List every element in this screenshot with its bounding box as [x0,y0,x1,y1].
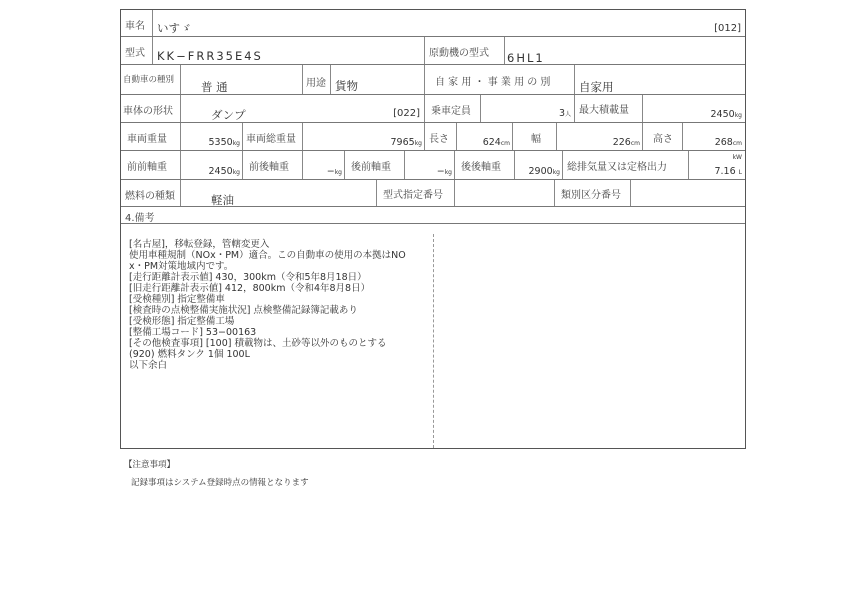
remarks-line: [名古屋]，移転登録，管轄変更入 [129,239,270,250]
capacity-unit: 人 [564,111,571,118]
height-value: 268 [714,137,733,148]
ff-unit: kg [232,169,240,176]
weight-value-wrap [209,137,240,148]
model-value-cell [153,37,425,64]
private-value: 自家用 [579,80,614,94]
kind-value-cell [181,65,303,94]
capacity-label-cell [425,95,481,122]
model-label-cell [121,37,153,64]
note-title: 【注意事項】 [124,460,176,470]
disp-value-wrap [714,166,742,177]
length-label-cell [425,123,457,150]
kind-label-cell [121,65,181,94]
width-label: 幅 [531,134,541,145]
length-value-cell [457,123,513,150]
rr-value-wrap [529,166,560,177]
height-unit: cm [732,140,742,147]
rf-label: 後前軸重 [351,162,391,173]
shape-value: ダンプ [211,108,246,122]
remarks-line: x・PM対策地域内です。 [129,261,234,272]
ff-label: 前前軸重 [127,162,167,173]
row-kind [121,65,745,95]
fuel-label-cell [121,180,181,206]
maxload-value-wrap [711,109,742,120]
maxload-unit: kg [734,112,742,119]
width-unit: cm [630,140,640,147]
remarks-line: [走行距離計表示値] 430，300km（令和5年8月18日） [129,272,367,283]
fr-label-cell [243,151,303,179]
class-label: 類別区分番号 [561,190,621,201]
fr-unit: kg [334,169,342,176]
row-model [121,37,745,65]
capacity-value-wrap [559,108,571,119]
ff-value: 2450 [208,166,233,177]
model-label: 型式 [125,48,145,59]
note-text: 記録事項はシステム登録時点の情報となります [131,478,309,488]
row-fuel [121,180,745,207]
car-name-label-cell [121,10,153,36]
disp-label: 総排気量又は定格出力 [567,162,667,173]
width-label-cell [513,123,557,150]
length-value-wrap [483,137,510,148]
rf-value: − [436,166,445,177]
kind-value: 普 通 [201,80,228,94]
fuel-value-cell [181,180,377,206]
length-label: 長さ [429,134,449,145]
car-name-label: 車名 [125,21,145,32]
ff-label-cell [121,151,181,179]
car-name-value: いすゞ [157,21,192,35]
width-value: 226 [612,137,631,148]
type-label: 型式指定番号 [383,190,443,201]
disp-value: 7.16 [714,166,736,177]
private-label: 自 家 用 ・ 事 業 用 の 別 [435,77,551,88]
capacity-value-cell [481,95,575,122]
gross-value-wrap [391,137,422,148]
ff-value-cell [181,151,243,179]
rf-value-cell [405,151,455,179]
fr-label: 前後軸重 [249,162,289,173]
gross-value-cell [303,123,425,150]
fuel-value: 軽油 [211,193,234,207]
gross-value: 7965 [390,137,415,148]
row-shape [121,95,745,123]
engine-value: 6HL1 [507,51,545,65]
disp-unit: kW [732,154,742,161]
remarks-title: 4.備考 [125,213,155,224]
maxload-label-cell [575,95,643,122]
row-remarks-title [121,207,745,224]
private-label-cell [425,65,575,94]
row-weights [121,123,745,151]
rf-value-wrap [437,166,452,177]
shape-label-cell [121,95,181,122]
capacity-label: 乗車定員 [431,106,471,117]
weight-value-cell [181,123,243,150]
weight-label-cell [121,123,181,150]
rr-value-cell [515,151,563,179]
rr-unit: kg [552,169,560,176]
height-value-wrap [715,137,742,148]
rf-unit: kg [444,169,452,176]
remarks-line: [その他検査事項] [100] 積載物は、土砂等以外のものとする [129,338,387,349]
shape-code: [022] [393,108,420,119]
row-axle-weights [121,151,745,180]
remarks-area [121,234,745,448]
height-label-cell [643,123,683,150]
class-label-cell [555,180,631,206]
shape-label: 車体の形状 [123,106,173,117]
use-value-cell [331,65,425,94]
height-label: 高さ [653,134,673,145]
disp-unit2: L [738,169,742,176]
fuel-label: 燃料の種類 [125,191,175,202]
rr-label: 後後軸重 [461,162,501,173]
weight-unit: kg [232,140,240,147]
capacity-value: 3 [558,108,565,119]
gross-label: 車両総重量 [246,134,296,145]
engine-label: 原動機の型式 [429,48,489,59]
use-label: 用途 [306,78,326,89]
weight-label: 車両重量 [127,134,167,145]
model-value: KK−FRR35E4S [157,49,263,63]
car-name-code: [012] [714,23,741,34]
use-label-cell [303,65,331,94]
rr-value: 2900 [528,166,553,177]
fr-value-cell [303,151,345,179]
remarks-divider [433,234,434,448]
engine-label-cell [425,37,505,64]
kind-label: 自動車の種別 [123,75,175,85]
vehicle-record-form [120,9,746,449]
rf-label-cell [345,151,405,179]
ff-value-wrap [209,166,240,177]
gross-label-cell [243,123,303,150]
maxload-value: 2450 [710,109,735,120]
fr-value: − [326,166,335,177]
remarks-line: 以下余白 [129,360,168,371]
fr-value-wrap [327,166,342,177]
use-value: 貨物 [335,79,358,93]
remarks-line: [検査時の点検整備実施状況] 点検整備記録簿記載あり [129,305,358,316]
type-value-cell [455,180,555,206]
length-unit: cm [500,140,510,147]
remarks-line: [受検形態] 指定整備工場 [129,316,235,327]
width-value-cell [557,123,643,150]
maxload-label: 最大積載量 [579,105,629,116]
row-car-name [121,10,745,37]
type-label-cell [377,180,455,206]
length-value: 624 [482,137,501,148]
remarks-line: [受検種別] 指定整備車 [129,294,225,305]
disp-label-cell [563,151,689,179]
remarks-line: 使用車種規制（NOx・PM）適合。この自動車の使用の本拠はNO [129,250,406,261]
shape-value-cell [181,95,425,122]
width-value-wrap [613,137,640,148]
remarks-line: [旧走行距離計表示値] 412，800km（令和4年8月8日） [129,283,371,294]
weight-value: 5350 [208,137,233,148]
remarks-line: [整備工場コード] 53−00163 [129,327,257,338]
rr-label-cell [455,151,515,179]
remarks-line: (920) 燃料タンク 1個 100L [129,349,250,360]
gross-unit: kg [414,140,422,147]
